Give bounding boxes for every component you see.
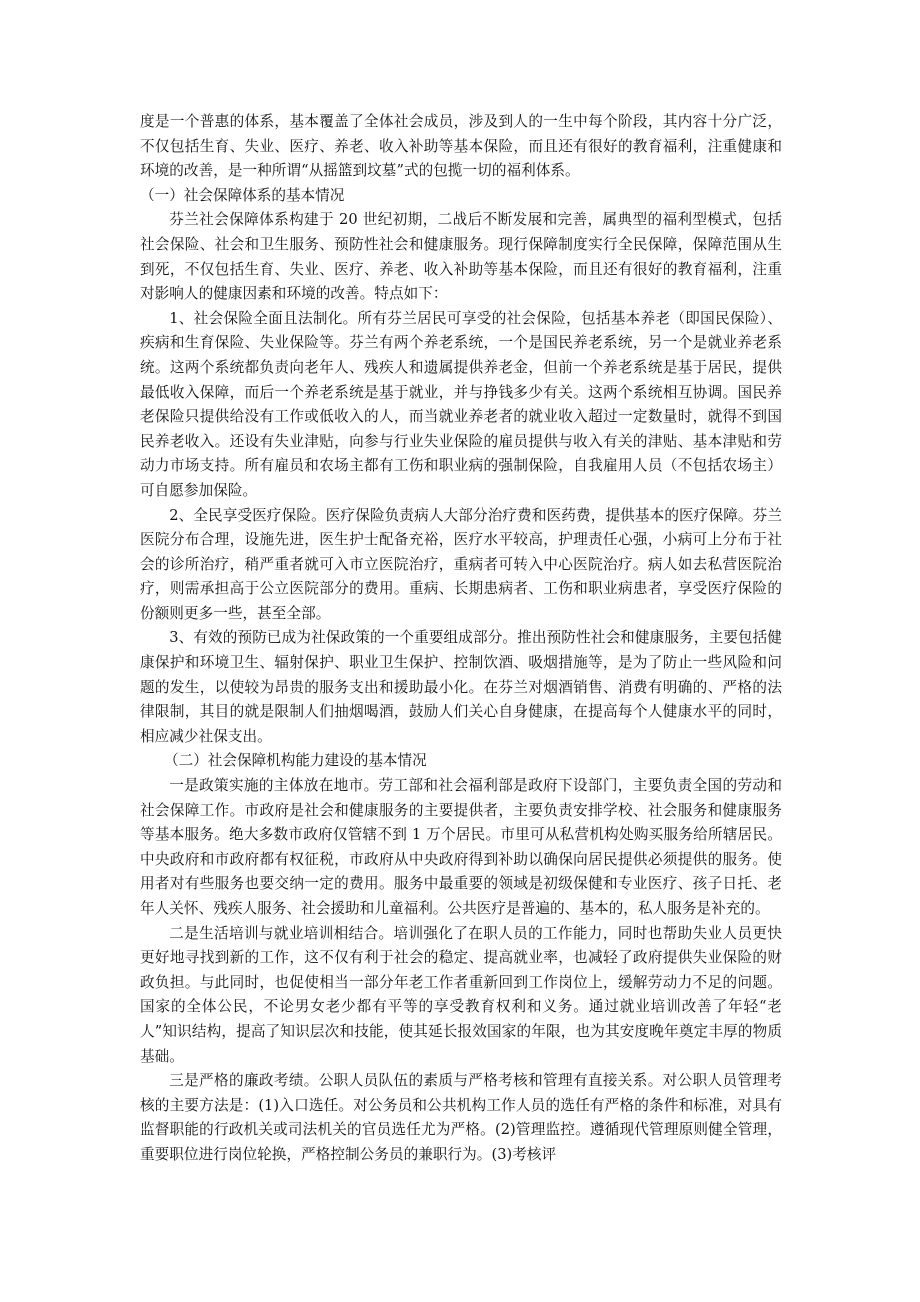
paragraph-point-1: 1、社会保险全面且法制化。所有芬兰居民可享受的社会保险，包括基本养老（即国民保险）、疾病和生育保险、失业保险等。芬兰有两个养老系统，一个是国民养老系统，另一个是就业养老系统。这两个系统都负责向老年人、残疾人和遗属提供养老金，但前一个养老系统是基于居民，提供最低收入保障，而后一个养老系统是基于就业，并与挣钱多少有关。这两个系统相互协调。国民养老保险只提供给没有工作或低收入的人，而当就业养老者的就业收入超过一定数量时，就得不到国民养老收入。还设有失业津贴，向参与行业失业保险的雇员提供与收入有关的津贴、基本津贴和劳动力市场支持。所有雇员和农场主都有工伤和职业病的强制保险，自我雇用人员（不包括农场主）可自愿参加保险。	[140, 309, 782, 499]
paragraph-item-1: 一是政策实施的主体放在地市。劳工部和社会福利部是政府下设部门，主要负责全国的劳动和社会保障工作。市政府是社会和健康服务的主要提供者，主要负责安排学校、社会服务和健康服务等基本服务。绝大多数市政府仅管辖不到 1 万个居民。市里可从私营机构处购买服务给所辖居民。中央政府和市政府都有权征税，市政府从中央政府得到补助以确保向居民提供必须提供的服务。使用者对有些服务也要交纳一定的费用。服务中最重要的领域是初级保健和专业医疗、孩子日托、老年人关怀、残疾人服务、社会援助和儿童福利。公共医疗是普遍的、基本的，私人服务是补充的。	[140, 777, 782, 917]
paragraph-item-3: 三是严格的廉政考绩。公职人员队伍的素质与严格考核和管理有直接关系。对公职人员管理考核的主要方法是：(1)入口选任。对公务员和公共机构工作人员的选任有严格的条件和标准，对具有监督职能的行政机关或司法机关的官员选任尤为严格。(2)管理监控。遵循现代管理原则健全管理，重要职位进行岗位轮换，严格控制公务员的兼职行为。(3)考核评	[140, 1072, 782, 1163]
paragraph-item-2: 二是生活培训与就业培训相结合。培训强化了在职人员的工作能力，同时也帮助失业人员更快更好地寻找到新的工作，这不仅有利于社会的稳定、提高就业率，也减轻了政府提供失业保险的财政负担。与此同时，也促使相当一部分年老工作者重新回到工作岗位上，缓解劳动力不足的问题。国家的全体公民，不论男女老少都有平等的享受教育权利和义务。通过就业培训改善了年轻“老人”知识结构，提高了知识层次和技能，使其延长报效国家的年限，也为其安度晚年奠定丰厚的物质基础。	[140, 924, 782, 1065]
paragraph-intro: 芬兰社会保障体系构建于 20 世纪初期，二战后不断发展和完善，属典型的福利型模式，包括社会保险、社会和卫生服务、预防性社会和健康服务。现行保障制度实行全民保障，保障范围从生到死，不仅包括生育、失业、医疗、养老、收入补助等基本保险，而且还有很好的教育福利，注重对影响人的健康因素和环境的改善。特点如下：	[140, 211, 782, 303]
section-heading-2: （二）社会保障机构能力建设的基本情况	[164, 752, 427, 770]
paragraph-point-3: 3、有效的预防已成为社保政策的一个重要组成部分。推出预防性社会和健康服务，主要包括健康保护和环境卫生、辐射保护、职业卫生保护、控制饮酒、吸烟措施等，是为了防止一些风险和问题的发生，以使较为昂贵的服务支出和援助最小化。在芬兰对烟酒销售、消费有明确的、严格的法律限制，其目的就是限制人们抽烟喝酒，鼓励人们关心自身健康，在提高每个人健康水平的同时，相应减少社保支出。	[140, 629, 782, 745]
paragraph-point-2: 2、全民享受医疗保险。医疗保险负责病人大部分治疗费和医药费，提供基本的医疗保障。芬兰医院分布合理，设施先进，医生护士配备充裕，医疗水平较高，护理责任心强，小病可上分布于社会的诊所治疗，稍严重者就可入市立医院治疗，重病者可转入中心医院治疗。病人如去私营医院治疗，则需承担高于公立医院部分的费用。重病、长期患病者、工伤和职业病患者，享受医疗保险的份额则更多一些，甚至全部。	[140, 506, 782, 622]
document-page	[140, 110, 782, 1168]
section-heading-1: （一）社会保障体系的基本情况	[140, 186, 345, 204]
paragraph-continuation: 度是一个普惠的体系，基本覆盖了全体社会成员，涉及到人的一生中每个阶段，其内容十分广泛，不仅包括生育、失业、医疗、养老、收入补助等基本保险，而且还有很好的教育福利，注重健康和环境的改善，是一种所谓“从摇篮到坟墓”式的包揽一切的福利体系。	[140, 113, 782, 180]
